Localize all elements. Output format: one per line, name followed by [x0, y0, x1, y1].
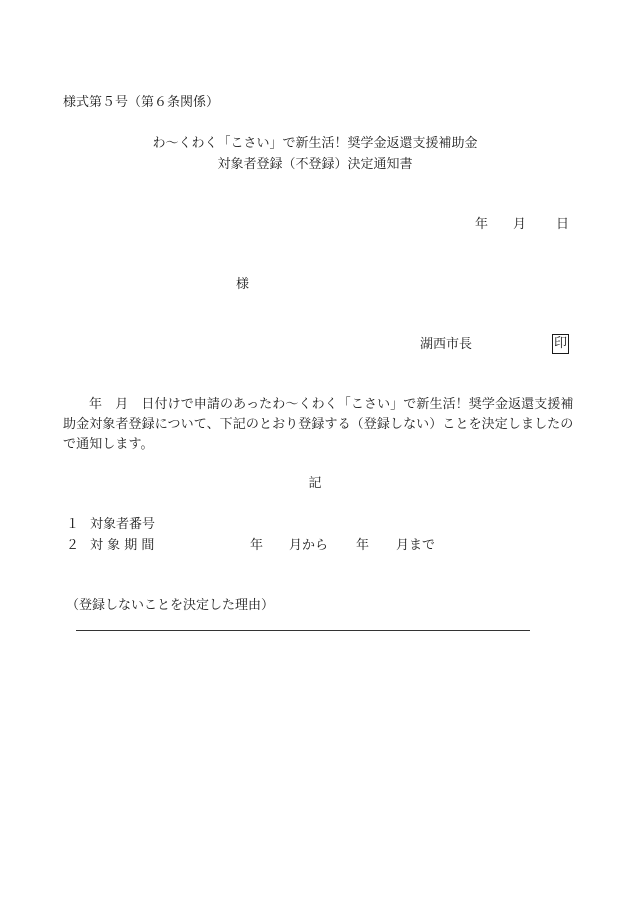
item-number: ２	[66, 538, 80, 553]
document-title-line1: わ〜くわく「こさい」で新生活！奨学金返還支援補助金	[152, 136, 478, 151]
item-number: １	[66, 517, 80, 532]
period-to-month-label: 月まで	[396, 538, 436, 553]
item-target-number	[66, 517, 155, 533]
item-target-period	[66, 538, 154, 554]
form-number: 様式第５号（第６条関係）	[63, 95, 220, 110]
seal-mark: 印	[552, 334, 569, 354]
reason-underline	[76, 630, 530, 631]
issuer-name: 湖西市長	[420, 337, 473, 352]
date-day-label: 日	[556, 217, 570, 232]
period-from-month-label: 月から	[289, 538, 329, 553]
date-month-label: 月	[513, 217, 527, 232]
date-year-label: 年	[475, 217, 489, 232]
document-title-line2: 対象者登録（不登録）決定通知書	[217, 157, 413, 172]
period-from-year-label: 年	[250, 538, 264, 553]
reason-label: （登録しないことを決定した理由）	[66, 598, 275, 613]
item-label: 対 象 期 間	[90, 538, 155, 553]
ki-heading: 記	[308, 476, 322, 491]
period-to-year-label: 年	[356, 538, 370, 553]
item-label: 対象者番号	[90, 517, 156, 532]
body-paragraph: 年 月 日付けで申請のあったわ〜くわく「こさい」で新生活！奨学金返還支援補助金対象者登録について、下記のとおり登録する（登録しない）ことを決定しましたので通知します。	[63, 397, 574, 452]
addressee-suffix: 様	[236, 277, 250, 292]
